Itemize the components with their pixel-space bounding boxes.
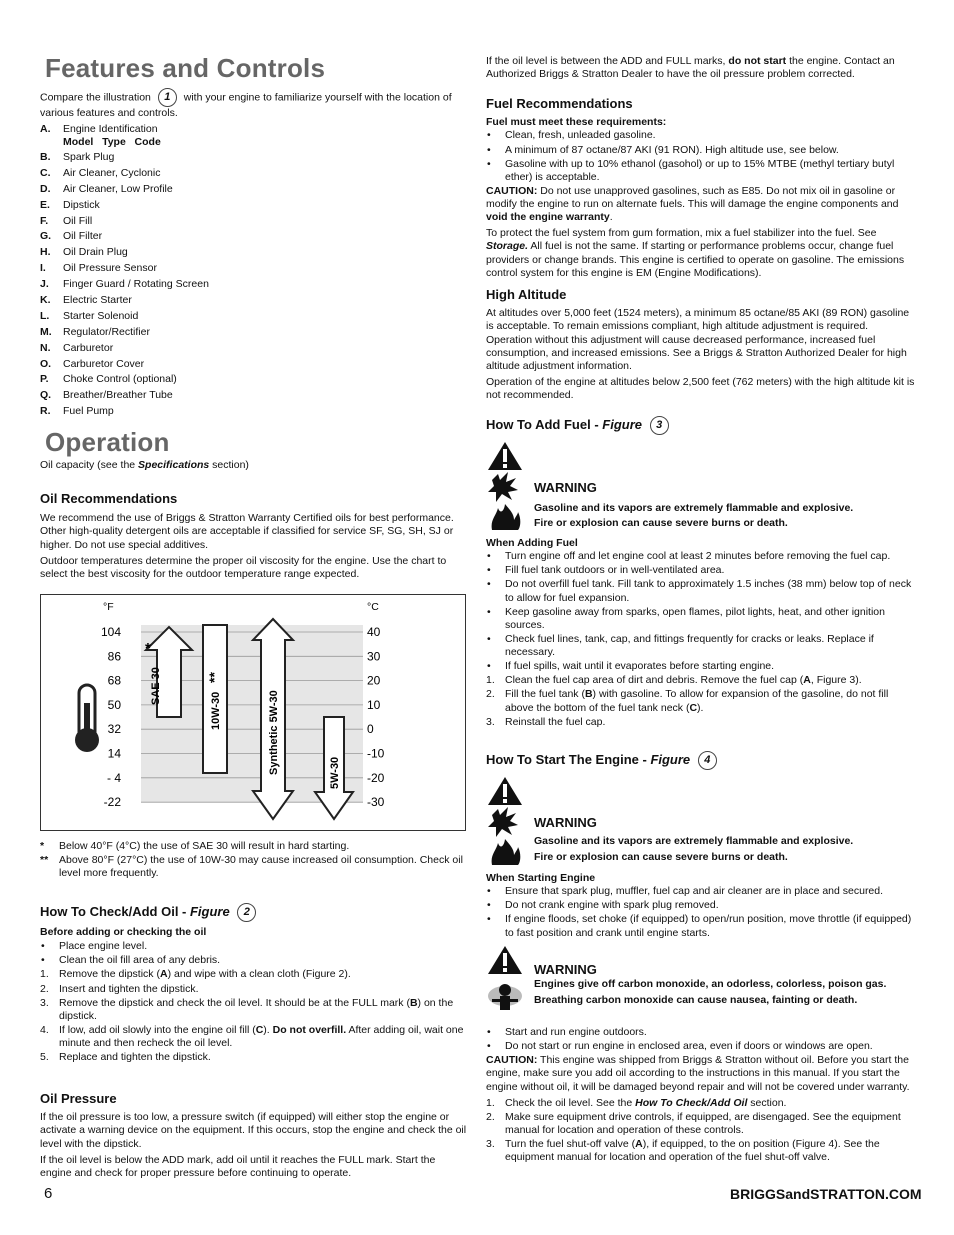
list-item: • Place engine level. <box>41 940 148 953</box>
alert-triangle-icon <box>488 946 522 974</box>
oil-pressure-continued <box>486 55 916 84</box>
operation-title: Operation <box>45 427 170 457</box>
feature-label: Spark Plug <box>63 151 115 163</box>
add-fuel-title: How To Add Fuel - Figure 3 <box>486 416 916 435</box>
high-altitude <box>486 287 916 405</box>
warning-line-1: Gasoline and its vapors are extremely flammable and explosive. <box>534 502 854 514</box>
feature-item <box>40 405 468 421</box>
feature-key: F. <box>40 214 49 227</box>
feature-key: D. <box>40 182 51 195</box>
10w30-label: 10W-30 <box>210 691 222 730</box>
fahrenheit-tick: - 4 <box>106 770 121 785</box>
celsius-unit: °C <box>367 601 379 613</box>
note-text: Above 80°F (27°C) the use of 10W-30 may cause increased oil consumption. Check oil level more frequently. <box>59 854 463 880</box>
figure-3-icon: 3 <box>650 416 669 435</box>
start-engine-section <box>486 751 916 863</box>
feature-label: Air Cleaner, Low Profile <box>63 182 173 195</box>
feature-label: Oil Filter <box>63 230 103 243</box>
step-2: 2. Make sure equipment drive controls, if equipped, are disengaged. See the equipment manual for location and operation of these controls. <box>486 1110 901 1136</box>
feature-key: G. <box>40 230 52 243</box>
carbon-monoxide-icon <box>488 984 522 1010</box>
list-item: • Clean the oil fill area of any debris. <box>41 954 221 967</box>
feature-label: Starter Solenoid <box>63 309 139 322</box>
fahrenheit-tick: -22 <box>103 795 121 810</box>
oil-capacity-c: section) <box>209 459 249 471</box>
start-title: How To Start The Engine - Figure 4 <box>486 751 916 770</box>
feature-label: Fuel Pump <box>63 405 114 418</box>
step-3: 3. Remove the dipstick and check the oil level. It should be at the FULL mark (B) on the dipstick. <box>40 996 454 1022</box>
warning-line-2: Fire or explosion can cause severe burns or death. <box>534 851 788 863</box>
features-intro-text-b: with your engine to familiarize yourself with the location of various features and controls. <box>40 91 452 119</box>
feature-item <box>40 389 468 405</box>
list-item: • Gasoline with up to 10% ethanol (gasohol) or up to 15% MTBE (methyl tertiary butyl ether) is acceptable. <box>487 157 895 183</box>
features-list <box>40 123 468 421</box>
celsius-tick: 30 <box>367 649 381 664</box>
features-intro <box>40 88 468 120</box>
celsius-tick: -20 <box>367 770 385 785</box>
viscosity-chart-svg <box>41 595 465 830</box>
warning-title: WARNING <box>534 480 597 495</box>
alert-triangle-icon <box>488 777 522 805</box>
figure-2-icon: 2 <box>237 903 256 922</box>
synthetic-5w30-label: Synthetic 5W-30 <box>268 690 280 775</box>
features-title: Features and Controls <box>45 53 326 83</box>
sae30-label: SAE 30 <box>150 667 162 705</box>
bullet-text: Place engine level. <box>59 940 148 953</box>
feature-label: Dipstick <box>63 198 100 211</box>
alert-triangle-icon <box>488 442 522 470</box>
5w30-label: 5W-30 <box>329 756 341 789</box>
list-item: • Check fuel lines, tank, cap, and fittings frequently for cracks or leaks. Replace if necessary. <box>487 632 874 658</box>
fire-icon <box>492 504 521 530</box>
feature-label: Finger Guard / Rotating Screen <box>63 278 209 291</box>
oil-viscosity-chart <box>40 594 466 831</box>
feature-key: P. <box>40 373 49 386</box>
step-1: 1. Check the oil level. See the How To Check/Add Oil section. <box>486 1096 787 1109</box>
fahrenheit-tick: 104 <box>100 625 121 639</box>
start-caution: CAUTION: This engine was shipped from Briggs & Stratton without oil. Before you start the engine, make sure you add oil according to the instructions in this manual. If you start the engine without oil, it will be damaged beyond repair and will not be covered under warranty. <box>486 1054 910 1093</box>
check-oil-title-text: How To Check/Add Oil - <box>40 903 190 919</box>
step-1: 1. Clean the fuel cap area of dirt and debris. Remove the fuel cap (A, Figure 3). <box>486 674 862 687</box>
list-item: • If fuel spills, wait until it evaporates before starting engine. <box>487 660 775 673</box>
check-add-oil <box>40 903 468 1065</box>
brand-url: BRIGGSandSTRATTON.COM <box>730 1186 922 1202</box>
feature-label: Regulator/Rectifier <box>63 325 150 338</box>
oil-pressure-p3: If the oil level is between the ADD and FULL marks, do not start the engine. Contact an Authorized Briggs & Stratton Dealer to have the oil pressure problem corrected. <box>486 55 895 81</box>
warning-line-2: Fire or explosion can cause severe burns or death. <box>534 517 788 529</box>
list-item: • Turn engine off and let engine cool at least 2 minutes before removing the fuel cap. <box>487 550 891 563</box>
features-intro-text-a: Compare the illustration <box>40 91 151 104</box>
feature-label: Oil Pressure Sensor <box>63 262 157 275</box>
list-item: • Do not start or run engine in enclosed area, even if doors or windows are open. <box>487 1040 873 1053</box>
fahrenheit-tick: 32 <box>107 722 121 737</box>
note-marker: * <box>40 840 45 852</box>
step-2: 2. Fill the fuel tank (B) with gasoline. To allow for expansion of the gasoline, do not fill above the bottom of the fuel tank neck (C). <box>486 688 889 714</box>
10w30-asterisks: ** <box>206 672 222 683</box>
feature-key: E. <box>40 198 50 211</box>
feature-item <box>40 199 468 215</box>
figure-1-icon: 1 <box>158 88 177 107</box>
feature-key: L. <box>40 309 50 322</box>
feature-key: N. <box>40 341 51 354</box>
oil-capacity-text <box>40 459 249 472</box>
when-adding-fuel <box>486 537 916 730</box>
oil-capacity-b: Specifications <box>138 459 210 471</box>
thermometer-icon <box>75 685 99 752</box>
note-10w30 <box>40 854 468 880</box>
celsius-tick: 10 <box>367 697 381 712</box>
fire-warning-2 <box>486 775 916 863</box>
feature-key: A. <box>40 123 51 135</box>
feature-item <box>40 326 468 342</box>
10w30-bar <box>203 625 227 773</box>
step-4: 4. If low, add oil slowly into the engine oil fill (C). Do not overfill. After adding oil, wait one minute and then recheck the oil level. <box>40 1023 464 1049</box>
altitude-title: High Altitude <box>486 287 567 302</box>
oil-pressure <box>40 1091 468 1183</box>
feature-key: Q. <box>40 389 52 402</box>
feature-key: I. <box>40 262 46 275</box>
feature-item <box>40 123 468 136</box>
feature-item <box>40 167 468 183</box>
step-3: 3. Reinstall the fuel cap. <box>486 715 606 728</box>
warning-title: WARNING <box>534 815 597 830</box>
note-sae30 <box>40 840 468 853</box>
feature-label: Choke Control (optional) <box>63 373 177 386</box>
when-adding-label: When Adding Fuel <box>486 537 578 549</box>
oil-rec-title: Oil Recommendations <box>40 491 178 506</box>
list-item: • Clean, fresh, unleaded gasoline. <box>487 129 656 142</box>
list-item: • Do not overfill fuel tank. Fill tank to approximately 1.5 inches (38 mm) below top of neck to allow for fuel expansion. <box>487 578 912 604</box>
oil-rec-p1: We recommend the use of Briggs & Stratton Warranty Certified oils for best performance. Other high-quality detergent oils are acceptable if classified for service SF, SG, SH, SJ or higher. Do not use special additives. <box>40 512 454 551</box>
fuel-recommendations <box>486 96 916 283</box>
warning-fire-icons-2 <box>486 775 524 867</box>
warning-line-1: Gasoline and its vapors are extremely flammable and explosive. <box>534 835 854 847</box>
step-3: 3. Turn the fuel shut-off valve (A), if equipped, to the on position (Figure 4). See the equipment manual for location and operation of the fuel shut-off valve. <box>486 1138 880 1164</box>
list-item: • Ensure that spark plug, muffler, fuel cap and air cleaner are in place and secured. <box>487 885 884 898</box>
fahrenheit-tick: 86 <box>107 649 121 664</box>
feature-label: Oil Fill <box>63 214 93 227</box>
feature-item <box>40 151 468 167</box>
altitude-p1: At altitudes over 5,000 feet (1524 meters), a minimum 85 octane/85 AKI (89 RON) gasoline is acceptable. To remain emissions compliant, high altitude adjustment is required. Operation without this adjustment will cause decreased performance, increased fuel consumption, and increased emissions. See a Briggs & Stratton Authorized Dealer for high altitude adjustment information. <box>486 307 910 372</box>
list-item: • A minimum of 87 octane/87 AKI (91 RON). High altitude use, see below. <box>487 143 839 156</box>
feature-item <box>40 262 468 278</box>
feature-label: Electric Starter <box>63 294 132 307</box>
co-warning <box>486 944 916 1022</box>
feature-label: Air Cleaner, Cyclonic <box>63 166 161 179</box>
feature-item <box>40 373 468 389</box>
feature-label: Breather/Breather Tube <box>63 389 173 402</box>
start-engine-steps <box>486 1026 916 1165</box>
feature-item <box>40 215 468 231</box>
feature-item <box>40 230 468 246</box>
fahrenheit-tick: 50 <box>107 697 121 712</box>
fire-icon <box>492 839 521 865</box>
oil-recommendations <box>40 491 468 584</box>
feature-key: K. <box>40 294 51 307</box>
step-1: 1. Remove the dipstick (A) and wipe with a clean cloth (Figure 2). <box>40 968 351 981</box>
step-2: 2. Insert and tighten the dipstick. <box>40 982 199 995</box>
when-starting-engine <box>486 872 916 941</box>
feature-item <box>40 342 468 358</box>
list-item: • Keep gasoline away from sparks, open flames, pilot lights, heat, and other ignition sources. <box>487 605 885 631</box>
add-fuel-section <box>486 416 916 528</box>
fahrenheit-unit: °F <box>103 601 114 613</box>
warning-fire-icons <box>486 440 524 532</box>
step-5: 5. Replace and tighten the dipstick. <box>40 1051 211 1064</box>
co-warning-line-1: Engines give off carbon monoxide, an odorless, colorless, poison gas. <box>534 978 887 990</box>
feature-key: J. <box>40 278 49 291</box>
note-marker: ** <box>40 854 49 867</box>
feature-key: H. <box>40 246 51 259</box>
celsius-tick: 40 <box>367 625 381 639</box>
altitude-p2: Operation of the engine at altitudes below 2,500 feet (762 meters) with the high altitude kit is not recommended. <box>486 375 915 401</box>
feature-label: Oil Drain Plug <box>63 246 128 259</box>
feature-label: Carburetor <box>63 341 114 354</box>
feature-key: B. <box>40 151 51 163</box>
warning-title: WARNING <box>534 962 597 977</box>
oil-pressure-p2: If the oil level is below the ADD mark, add oil until it reaches the FULL mark. Start the engine and check for proper pressure before continuing to operate. <box>40 1153 436 1179</box>
fire-warning <box>486 440 916 528</box>
list-item: • Fill fuel tank outdoors or in well-ventilated area. <box>487 564 725 577</box>
explosion-icon <box>488 472 518 502</box>
celsius-tick: 20 <box>367 673 381 688</box>
celsius-tick: -10 <box>367 746 385 761</box>
explosion-icon <box>488 807 518 837</box>
check-oil-figure-word: Figure <box>189 903 230 919</box>
oil-pressure-title: Oil Pressure <box>40 1091 117 1106</box>
oil-capacity-a: Oil capacity (see the <box>40 459 139 471</box>
check-oil-title <box>40 903 468 922</box>
feature-item <box>40 358 468 374</box>
oil-rec-p2: Outdoor temperatures determine the proper oil viscosity for the engine. Use the chart to select the best viscosity for the outdoor temperature range expected. <box>40 554 447 580</box>
feature-item <box>40 310 468 326</box>
feature-item <box>40 294 468 310</box>
model-type-code: Model Type Code <box>63 136 161 148</box>
fuel-rec-title: Fuel Recommendations <box>486 96 633 111</box>
co-warning-line-2: Breathing carbon monoxide can cause nausea, fainting or death. <box>534 994 858 1006</box>
celsius-tick: 0 <box>367 722 374 737</box>
list-item: • Start and run engine outdoors. <box>487 1026 647 1038</box>
note-text: Below 40°F (4°C) the use of SAE 30 will result in hard starting. <box>59 840 350 852</box>
chart-notes <box>40 840 468 881</box>
warning-co-icons <box>486 944 524 1016</box>
feature-item <box>40 278 468 294</box>
page-number: 6 <box>44 1185 53 1202</box>
when-starting-label: When Starting Engine <box>486 872 596 884</box>
feature-item <box>40 183 468 199</box>
celsius-tick: -30 <box>367 795 385 810</box>
feature-label: Engine Identification <box>63 123 158 135</box>
fahrenheit-tick: 14 <box>107 746 121 761</box>
fuel-protect: To protect the fuel system from gum formation, mix a fuel stabilizer into the fuel. See Storage. All fuel is not the same. If starting or performance problems occur, change fuel providers or change brands. This engine is certified to operate on gasoline. The emissions control system for this engine is EM (Engine Modifications). <box>486 227 905 279</box>
fuel-must-label: Fuel must meet these requirements: <box>486 116 667 129</box>
fahrenheit-tick: 68 <box>107 673 121 688</box>
list-item: • If engine floods, set choke (if equipped) to open/run position, move throttle (if equipped) to fast position and crank until engine starts. <box>487 913 912 939</box>
before-checking-label: Before adding or checking the oil <box>40 926 207 938</box>
fuel-caution: CAUTION: Do not use unapproved gasolines, such as E85. Do not mix oil in gasoline or modify the engine to run on alternate fuels. This will damage the engine components and void the engine warranty. <box>486 184 899 224</box>
feature-key: C. <box>40 166 51 179</box>
feature-key: O. <box>40 357 52 370</box>
figure-4-icon: 4 <box>698 751 717 770</box>
feature-key: R. <box>40 405 51 418</box>
feature-key: M. <box>40 325 52 338</box>
list-item: • Do not crank engine with spark plug removed. <box>487 899 719 912</box>
feature-label: Carburetor Cover <box>63 357 145 370</box>
feature-item <box>40 246 468 262</box>
bullet-text: Clean the oil fill area of any debris. <box>59 954 221 967</box>
oil-pressure-p1: If the oil pressure is too low, a pressure switch (if equipped) will either stop the engine or activate a warning device on the equipment. If this occurs, stop the engine and check the oil level with the dipstick. <box>40 1111 467 1150</box>
sae30-asterisk: * <box>145 640 151 657</box>
